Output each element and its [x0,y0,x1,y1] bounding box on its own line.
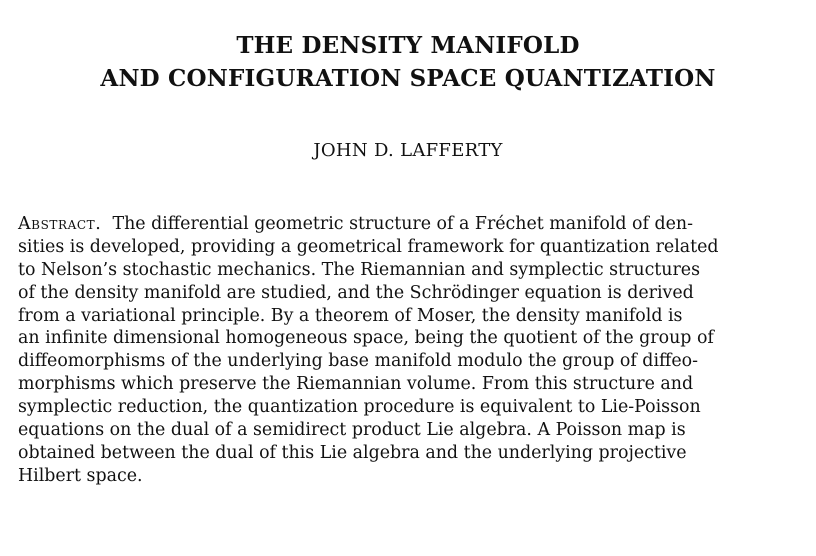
abstract-line-2: sities is developed, providing a geometrical framework for quantization related [18,236,719,257]
abstract-line-9: symplectic reduction, the quantization procedure is equivalent to Lie-Poisson [18,397,701,418]
abstract-line-7: diffeomorphisms of the underlying base manifold modulo the group of diffeo- [18,351,698,372]
abstract-line-4: of the density manifold are studied, and the Schrödinger equation is derived [18,282,694,303]
abstract-heading: Abstract. [18,214,102,234]
paper-title-line-2: AND CONFIGURATION SPACE QUANTIZATION [100,65,716,92]
paper-title-line-1: THE DENSITY MANIFOLD [236,32,580,59]
abstract-line-10: equations on the dual of a semidirect product Lie algebra. A Poisson map is [18,420,686,441]
author-name: JOHN D. LAFFERTY [313,140,503,161]
abstract-line-1-text: The differential geometric structure of a Fréchet manifold of den- [112,214,693,234]
abstract-line-5: from a variational principle. By a theorem of Moser, the density manifold is [18,305,683,326]
abstract-line-1 [18,213,806,236]
abstract [18,213,806,488]
abstract-line-11: obtained between the dual of this Lie algebra and the underlying projective [18,442,687,463]
abstract-line-6: an infinite dimensional homogeneous space, being the quotient of the group of [18,328,714,349]
abstract-line-8: morphisms which preserve the Riemannian volume. From this structure and [18,374,694,395]
abstract-line-3: to Nelson’s stochastic mechanics. The Riemannian and symplectic structures [18,259,701,280]
abstract-line-12: Hilbert space. [18,465,143,486]
